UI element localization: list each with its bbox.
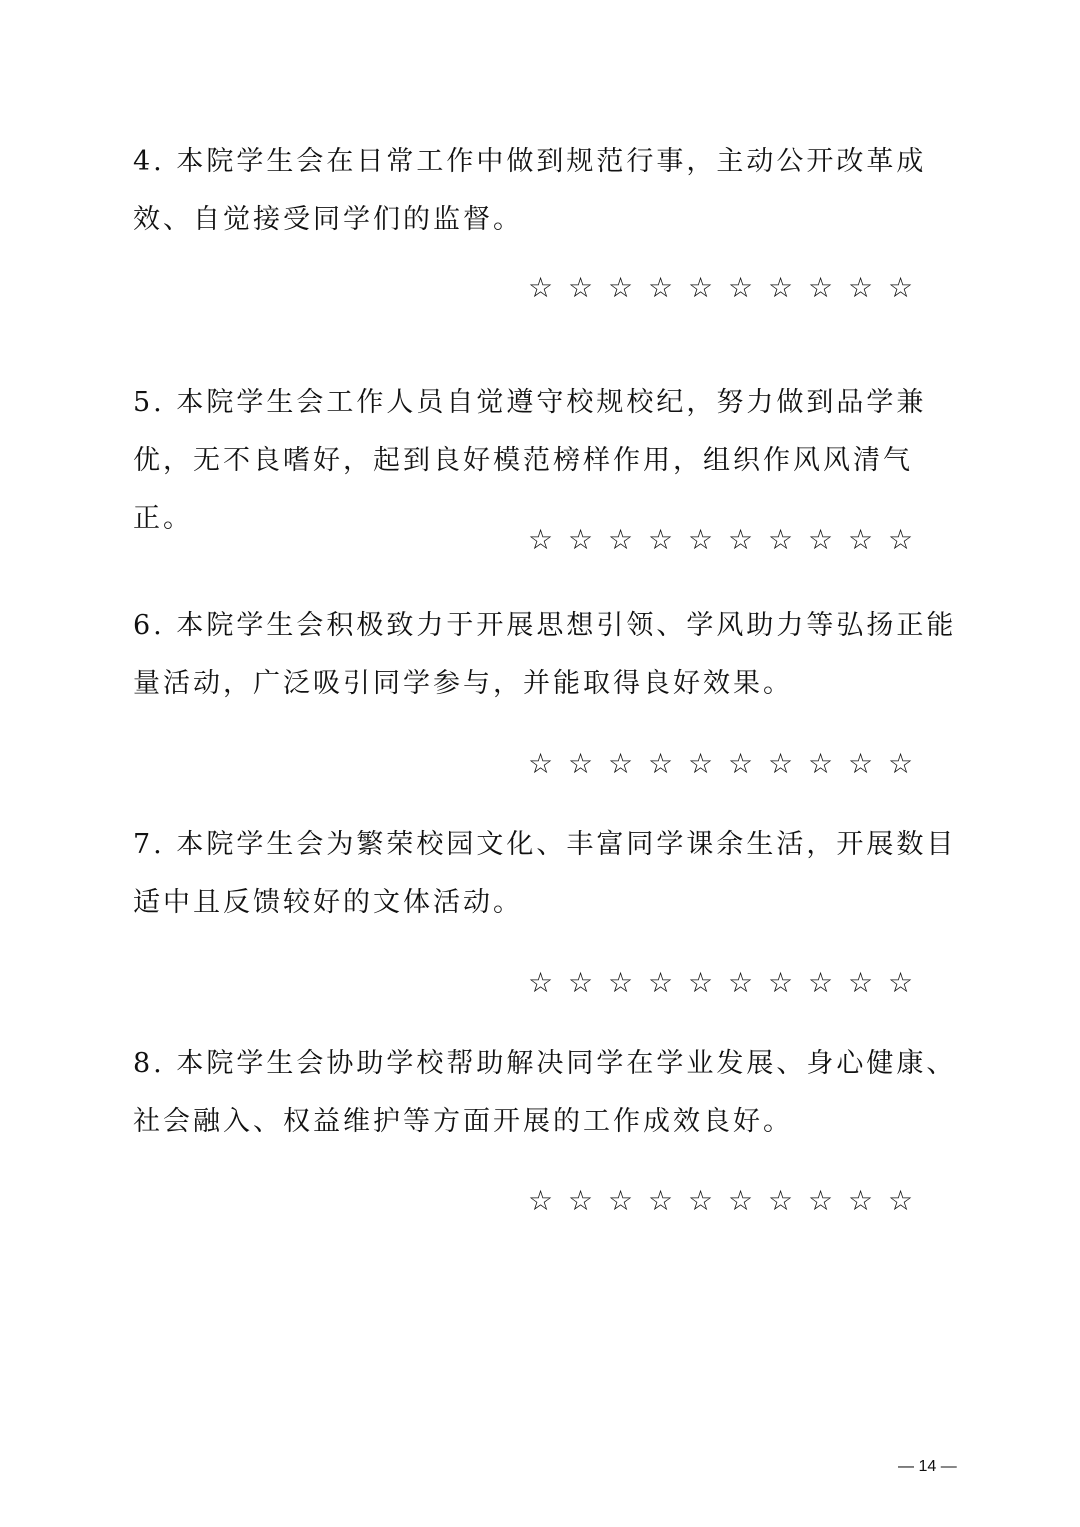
star-icon[interactable]: ☆ — [568, 747, 594, 780]
star-icon[interactable]: ☆ — [848, 271, 874, 304]
survey-item-4-text: 4. 本院学生会在日常工作中做到规范行事，主动公开改革成效、自觉接受同学们的监督。 — [133, 146, 927, 235]
rating-stars-item-5[interactable] — [528, 525, 928, 555]
star-icon[interactable]: ☆ — [528, 1184, 554, 1217]
star-icon[interactable]: ☆ — [608, 966, 634, 999]
star-icon[interactable]: ☆ — [888, 966, 914, 999]
star-icon[interactable]: ☆ — [648, 523, 674, 556]
rating-stars-item-4[interactable] — [528, 273, 928, 303]
star-icon[interactable]: ☆ — [848, 747, 874, 780]
star-icon[interactable]: ☆ — [888, 523, 914, 556]
star-icon[interactable]: ☆ — [728, 271, 754, 304]
star-icon[interactable]: ☆ — [768, 271, 794, 304]
star-icon[interactable]: ☆ — [528, 523, 554, 556]
star-icon[interactable]: ☆ — [808, 966, 834, 999]
star-icon[interactable]: ☆ — [768, 523, 794, 556]
star-icon[interactable]: ☆ — [648, 747, 674, 780]
star-icon[interactable]: ☆ — [568, 1184, 594, 1217]
star-icon[interactable]: ☆ — [768, 966, 794, 999]
star-icon[interactable]: ☆ — [648, 966, 674, 999]
star-icon[interactable]: ☆ — [728, 747, 754, 780]
star-icon[interactable]: ☆ — [848, 966, 874, 999]
star-icon[interactable]: ☆ — [608, 1184, 634, 1217]
star-icon[interactable]: ☆ — [568, 523, 594, 556]
star-icon[interactable]: ☆ — [808, 523, 834, 556]
page-number: — 14 — — [898, 1458, 957, 1475]
rating-stars-item-8[interactable] — [528, 1186, 928, 1216]
survey-item-5-text: 5. 本院学生会工作人员自觉遵守校规校纪，努力做到品学兼优，无不良嗜好，起到良好模范榜样作用，组织作风风清气正。 — [133, 387, 927, 534]
survey-item-8-text: 8. 本院学生会协助学校帮助解决同学在学业发展、身心健康、社会融入、权益维护等方面开展的工作成效良好。 — [133, 1048, 957, 1137]
star-icon[interactable]: ☆ — [888, 1184, 914, 1217]
star-icon[interactable]: ☆ — [688, 966, 714, 999]
survey-item-7-text: 7. 本院学生会为繁荣校园文化、丰富同学课余生活，开展数目适中且反馈较好的文体活动。 — [133, 829, 957, 918]
star-icon[interactable]: ☆ — [648, 1184, 674, 1217]
star-icon[interactable]: ☆ — [768, 1184, 794, 1217]
star-icon[interactable]: ☆ — [528, 747, 554, 780]
star-icon[interactable]: ☆ — [848, 1184, 874, 1217]
star-icon[interactable]: ☆ — [808, 747, 834, 780]
star-icon[interactable]: ☆ — [608, 747, 634, 780]
star-icon[interactable]: ☆ — [688, 747, 714, 780]
star-icon[interactable]: ☆ — [728, 523, 754, 556]
star-icon[interactable]: ☆ — [768, 747, 794, 780]
star-icon[interactable]: ☆ — [728, 966, 754, 999]
star-icon[interactable]: ☆ — [648, 271, 674, 304]
rating-stars-item-6[interactable] — [528, 749, 928, 779]
star-icon[interactable]: ☆ — [568, 271, 594, 304]
star-icon[interactable]: ☆ — [688, 523, 714, 556]
star-icon[interactable]: ☆ — [608, 271, 634, 304]
star-icon[interactable]: ☆ — [808, 271, 834, 304]
star-icon[interactable]: ☆ — [528, 271, 554, 304]
star-icon[interactable]: ☆ — [608, 523, 634, 556]
star-icon[interactable]: ☆ — [688, 1184, 714, 1217]
star-icon[interactable]: ☆ — [888, 271, 914, 304]
star-icon[interactable]: ☆ — [528, 966, 554, 999]
star-icon[interactable]: ☆ — [808, 1184, 834, 1217]
star-icon[interactable]: ☆ — [888, 747, 914, 780]
star-icon[interactable]: ☆ — [568, 966, 594, 999]
star-icon[interactable]: ☆ — [688, 271, 714, 304]
survey-item-6-text: 6. 本院学生会积极致力于开展思想引领、学风助力等弘扬正能量活动，广泛吸引同学参与，并能取得良好效果。 — [133, 610, 957, 699]
rating-stars-item-7[interactable] — [528, 968, 928, 998]
star-icon[interactable]: ☆ — [728, 1184, 754, 1217]
star-icon[interactable]: ☆ — [848, 523, 874, 556]
